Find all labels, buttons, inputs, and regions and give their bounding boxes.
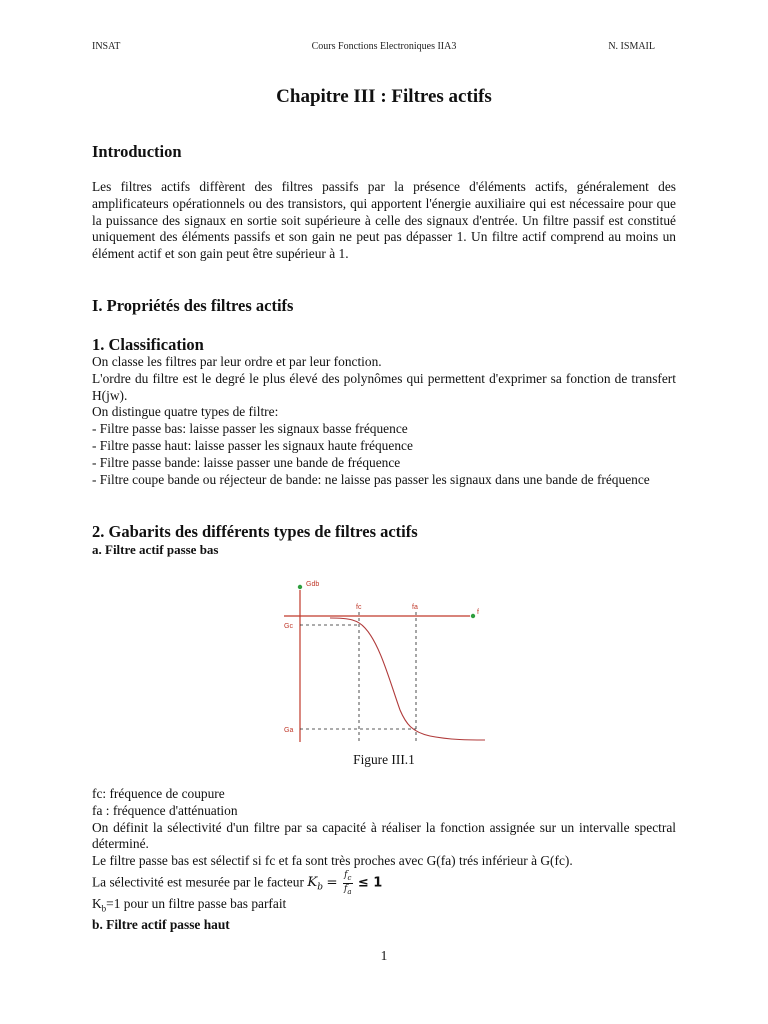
- classification-line: - Filtre passe bas: laisse passer les signaux basse fréquence: [92, 421, 408, 437]
- formula-leq: ≤ 1: [357, 875, 383, 891]
- classification-line: - Filtre passe haut: laisse passer les signaux haute fréquence: [92, 437, 413, 453]
- chapter-title: Chapitre III : Filtres actifs: [276, 86, 492, 107]
- definition-line: fc: fréquence de coupure: [92, 786, 225, 801]
- figure-caption: Figure III.1: [353, 752, 415, 767]
- classification-line: On distingue quatre types de filtre:: [92, 404, 279, 420]
- header-school: INSAT: [92, 41, 121, 52]
- introduction-text: Les filtres actifs diffèrent des filtres passifs par la présence d'éléments actifs, généralement des amplificateurs opérationnels ou des transistors, qui apportent l'énergie auxiliaire qui est nécessaire pour que la puissance des signaux en sortie soit supérieure à celle des signaux d'entrée. Un filtre passif est constitué uniquement des éléments passifs et son gain ne peut pas dépasser 1. Un filtre actif comprend au moins un élément actif et son gain peut être supérieur à 1.: [92, 179, 676, 262]
- highpass-subheading: b. Filtre actif passe haut: [92, 917, 230, 933]
- formula-fraction: $\frac{f_c}{f_a}$: [344, 870, 352, 896]
- y-axis-label: Gdb: [306, 581, 320, 588]
- introduction-paragraph: [92, 179, 676, 263]
- selectivity-formula: [92, 870, 382, 897]
- kb-paragraph: [92, 896, 676, 934]
- lowpass-subheading: a. Filtre actif passe bas: [92, 542, 219, 557]
- lowpass-template-figure: [270, 572, 500, 747]
- gc-label: Gc: [284, 623, 293, 630]
- x-axis-arrow-icon: [471, 614, 475, 618]
- definition-line: On définit la sélectivité d'un filtre par sa capacité à réaliser la fonction assignée sur un intervalle spectral déterminé.: [92, 819, 676, 852]
- formula-intro: La sélectivité est mesurée par le facteur: [92, 874, 304, 890]
- introduction-heading: Introduction: [92, 142, 182, 161]
- page-number: 1: [380, 948, 388, 963]
- header-author: N. ISMAIL: [608, 41, 655, 52]
- response-curve: [330, 618, 485, 740]
- fa-label: fa: [412, 604, 418, 611]
- classification-line: L'ordre du filtre est le degré le plus élevé des polynômes qui permettent d'exprimer sa fonction de transfert H(jw).: [92, 370, 676, 403]
- definitions-paragraph: [92, 786, 676, 870]
- definition-line: Le filtre passe bas est sélectif si fc et fa sont très proches avec G(fa) trés inférieur à G(fc).: [92, 853, 573, 869]
- classification-paragraph: [92, 354, 676, 488]
- formula-k: $K_b$: [307, 875, 324, 894]
- classification-line: On classe les filtres par leur ordre et par leur fonction.: [92, 354, 382, 369]
- y-axis-arrow-icon: [298, 585, 302, 589]
- gabarits-heading: 2. Gabarits des différents types de filtres actifs: [92, 522, 418, 541]
- section-1-heading: I. Propriétés des filtres actifs: [92, 296, 294, 315]
- classification-heading: 1. Classification: [92, 335, 204, 354]
- classification-line: - Filtre passe bande: laisse passer une bande de fréquence: [92, 454, 401, 470]
- kb-line: $K_b=1$ pour un filtre passe bas parfait: [92, 896, 287, 914]
- ga-label: Ga: [284, 727, 294, 734]
- x-axis-label: f: [477, 609, 479, 616]
- classification-line: - Filtre coupe bande ou réjecteur de bande: ne laisse pas passer les signaux dans une bande de fréquence: [92, 471, 650, 487]
- definition-line: fa : fréquence d'atténuation: [92, 802, 238, 818]
- formula-equals: =: [326, 875, 338, 891]
- fc-label: fc: [356, 604, 362, 611]
- header-course: Cours Fonctions Electroniques IIA3: [311, 41, 457, 52]
